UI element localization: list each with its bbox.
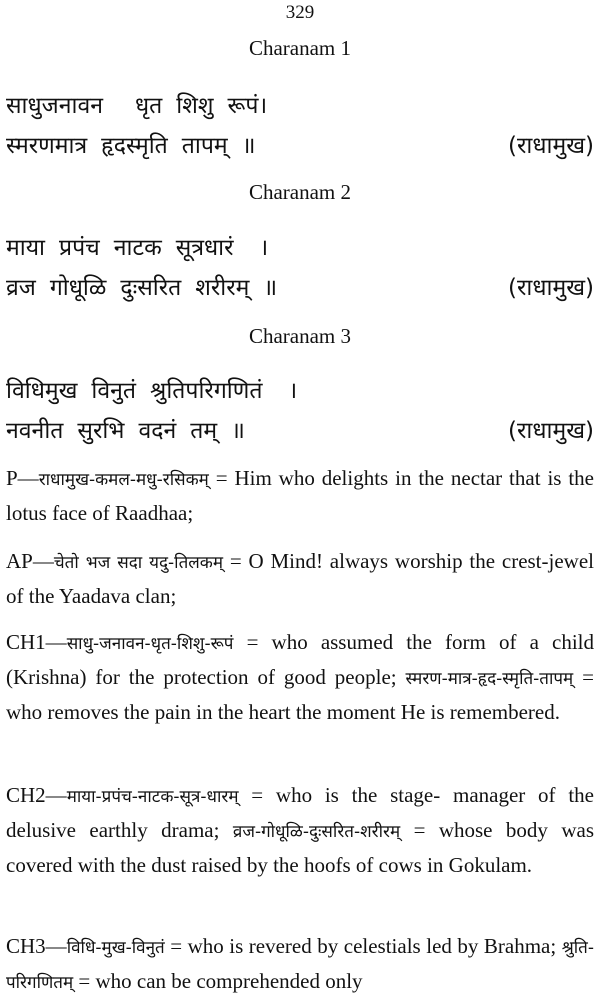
verse-word: श्रुतिपरिगणितं	[150, 378, 263, 404]
verse-word: ॥	[231, 418, 245, 444]
meaning-label: P—	[6, 466, 39, 490]
meaning-sanskrit: माया-प्रपंच-नाटक-सूत्र-धारम्	[66, 787, 239, 807]
meaning-text-2: = who removes the pain in the heart the moment He is remembered.	[6, 665, 595, 724]
meaning-text: = O Mind! always worship the crest-jewel of the Yaadava clan;	[6, 549, 594, 608]
charanam-3-heading: Charanam 3	[248, 324, 352, 348]
verse-word: नाटक	[113, 235, 162, 261]
verse-word: ।	[259, 235, 269, 261]
meaning-ch3	[6, 930, 594, 1000]
verse-word: शिशु	[176, 93, 214, 119]
verse-word: स्मरणमात्र	[6, 133, 88, 159]
meaning-sanskrit-2: स्मरण-मात्र-हृद-स्मृति-तापम्	[405, 669, 574, 689]
verse-word: विधिमुख	[6, 378, 78, 404]
meaning-label: CH1—	[6, 630, 67, 654]
meaning-sanskrit: राधामुख-कमल-मधु-रसिकम्	[38, 470, 209, 490]
meaning-label: CH2—	[6, 783, 67, 807]
charanam-1-heading: Charanam 1	[248, 36, 352, 60]
verse-word: धृत	[135, 93, 163, 119]
verse-word: माया	[6, 235, 46, 261]
verse-word: वदनं	[138, 418, 177, 444]
verse-word: दुःसरित	[120, 275, 182, 301]
meaning-label: CH3—	[6, 934, 67, 958]
verse-word: हृदस्मृति	[101, 133, 168, 159]
charanam-2-tag: (राधामुख)	[508, 275, 594, 301]
meaning-text: = who is revered by celestials led by Brahma;	[164, 934, 562, 958]
meaning-sanskrit: चेतो भज सदा यदु-तिलकम्	[53, 553, 224, 573]
meaning-text: = Him who delights in the nectar that is the lotus face of Raadhaa;	[6, 466, 594, 525]
meaning-p	[6, 462, 594, 530]
verse-word: सुरभि	[77, 418, 125, 444]
verse-word: ॥	[263, 275, 278, 301]
charanam-3-tag: (राधामुख)	[508, 418, 594, 444]
charanam-3-line-2	[6, 413, 259, 445]
verse-word: विनुतं	[91, 378, 137, 404]
meaning-sanskrit: विधि-मुख-विनुतं	[66, 938, 165, 958]
meaning-text-2: = who can be comprehended only	[73, 969, 363, 993]
verse-word: रूपं।	[227, 93, 268, 119]
verse-word: साधुजनावन	[6, 93, 103, 119]
verse-word: ॥	[241, 133, 256, 159]
charanam-2-line-2	[6, 270, 291, 302]
meaning-text: = who assumed the form of a child (Krishna) for the protection of good people;	[6, 630, 594, 689]
verse-word: तम्	[190, 418, 218, 444]
meaning-sanskrit: साधु-जनावन-धृत-शिशु-रूपं	[66, 634, 234, 654]
verse-word: तापम्	[181, 133, 228, 159]
charanam-3-line-1	[6, 373, 311, 405]
verse-word: प्रपंच	[59, 235, 100, 261]
page-number: 329	[285, 2, 315, 23]
verse-word: ।	[288, 378, 298, 404]
charanam-1-line-1	[6, 88, 281, 120]
meaning-ch2	[6, 779, 594, 882]
verse-word: गोधूळि	[49, 275, 107, 301]
verse-word: शरीरम्	[195, 275, 250, 301]
verse-word: सूत्रधारं	[175, 235, 234, 261]
meaning-ap	[6, 545, 594, 613]
charanam-1-tag: (राधामुख)	[508, 133, 594, 159]
meaning-text: = who is the stage- manager of the delusive earthly drama;	[6, 783, 594, 842]
meaning-text-2: = whose body was covered with the dust raised by the hoofs of cows in Gokulam.	[6, 818, 594, 877]
meaning-label: AP—	[6, 549, 54, 573]
meaning-ch1	[6, 626, 594, 729]
meaning-sanskrit-2: श्रुति-परिगणितम्	[6, 938, 594, 993]
charanam-1-line-2	[6, 128, 269, 160]
charanam-2-line-1	[6, 230, 282, 262]
charanam-2-heading: Charanam 2	[248, 180, 352, 204]
verse-word: नवनीत	[6, 418, 64, 444]
verse-word: व्रज	[6, 275, 36, 301]
meaning-sanskrit-2: व्रज-गोधूळि-दुःसरित-शरीरम्	[232, 822, 401, 842]
